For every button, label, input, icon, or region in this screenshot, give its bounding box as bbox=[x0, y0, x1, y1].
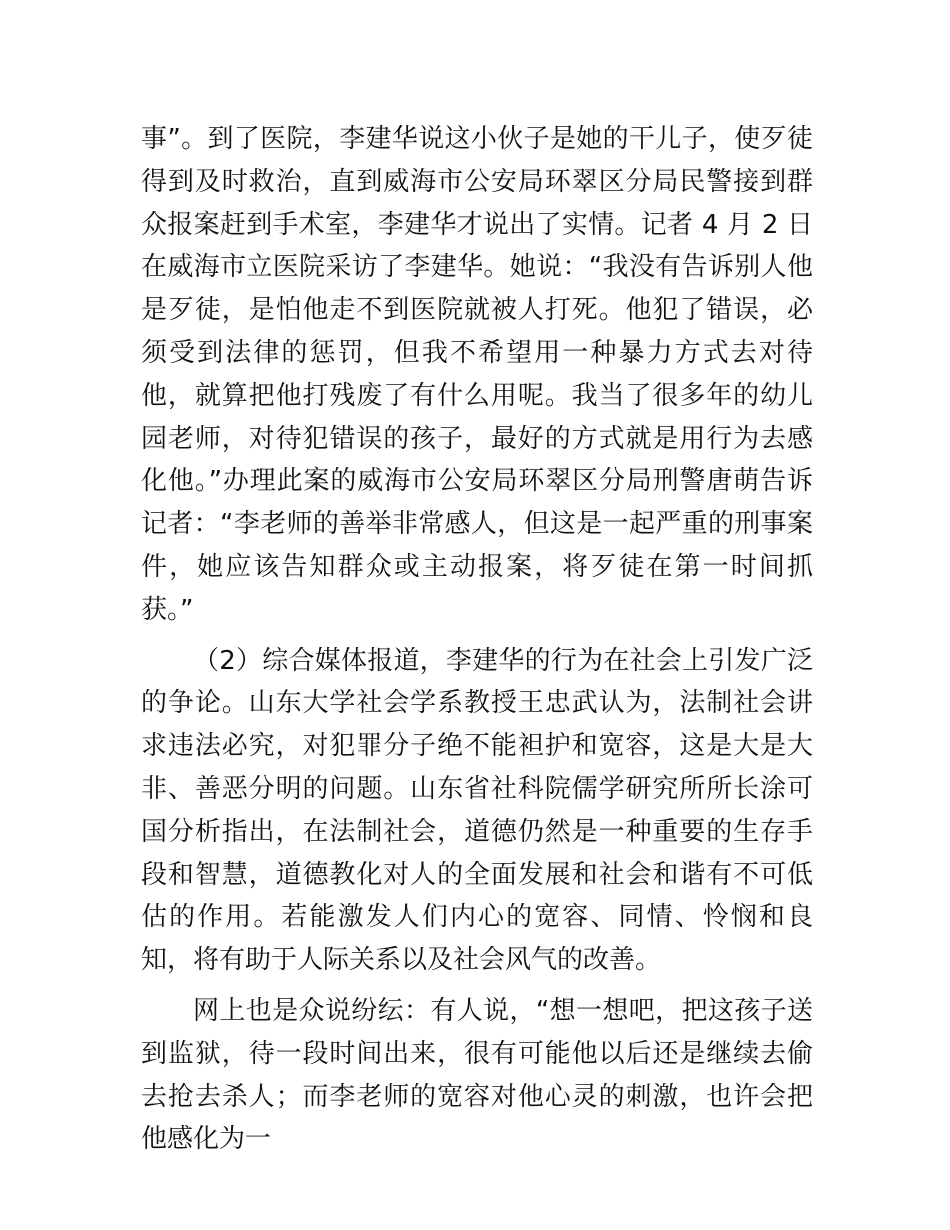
paragraph-continued-quote: 事”。到了医院，李建华说这小伙子是她的干儿子，使歹徒得到及时救治，直到威海市公安局环翠区分局民警接到群众报案赶到手术室，李建华才说出了实情。记者 4 月 2 日在威海市立医院采访了李建华。她说：“我没有告诉别人他是歹徒，是怕他走不到医院就被人打死。他犯了错误，必须受到法律的惩罚，但我不希望用一种暴力方式去对待他，就算把他打残废了有什么用呢。我当了很多年的幼儿园老师，对待犯错误的孩子，最好的方式就是用行为去感化他。”办理此案的威海市公安局环翠区分局刑警唐萌告诉记者：“李老师的善举非常感人，但这是一起严重的刑事案件，她应该告知群众或主动报案，将歹徒在第一时间抓获。” bbox=[141, 124, 813, 625]
paragraph-online-opinions: 网上也是众说纷纭：有人说，“想一想吧，把这孩子送到监狱，待一段时间出来，很有可能他以后还是继续去偷去抢去杀人；而李老师的宽容对他心灵的刺激，也许会把他感化为一 bbox=[141, 995, 813, 1155]
document-page bbox=[141, 118, 813, 1161]
paragraph-media-reports: （2）综合媒体报道，李建华的行为在社会上引发广泛的争论。山东大学社会学系教授王忠武认为，法制社会讲求违法必究，对犯罪分子绝不能袒护和宽容，这是大是大非、善恶分明的问题。山东省社科院儒学研究所所长涂可国分析指出，在法制社会，道德仍然是一种重要的生存手段和智慧，道德教化对人的全面发展和社会和谐有不可低估的作用。若能激发人们内心的宽容、同情、怜悯和良知，将有助于人际关系以及社会风气的改善。 bbox=[141, 645, 813, 976]
